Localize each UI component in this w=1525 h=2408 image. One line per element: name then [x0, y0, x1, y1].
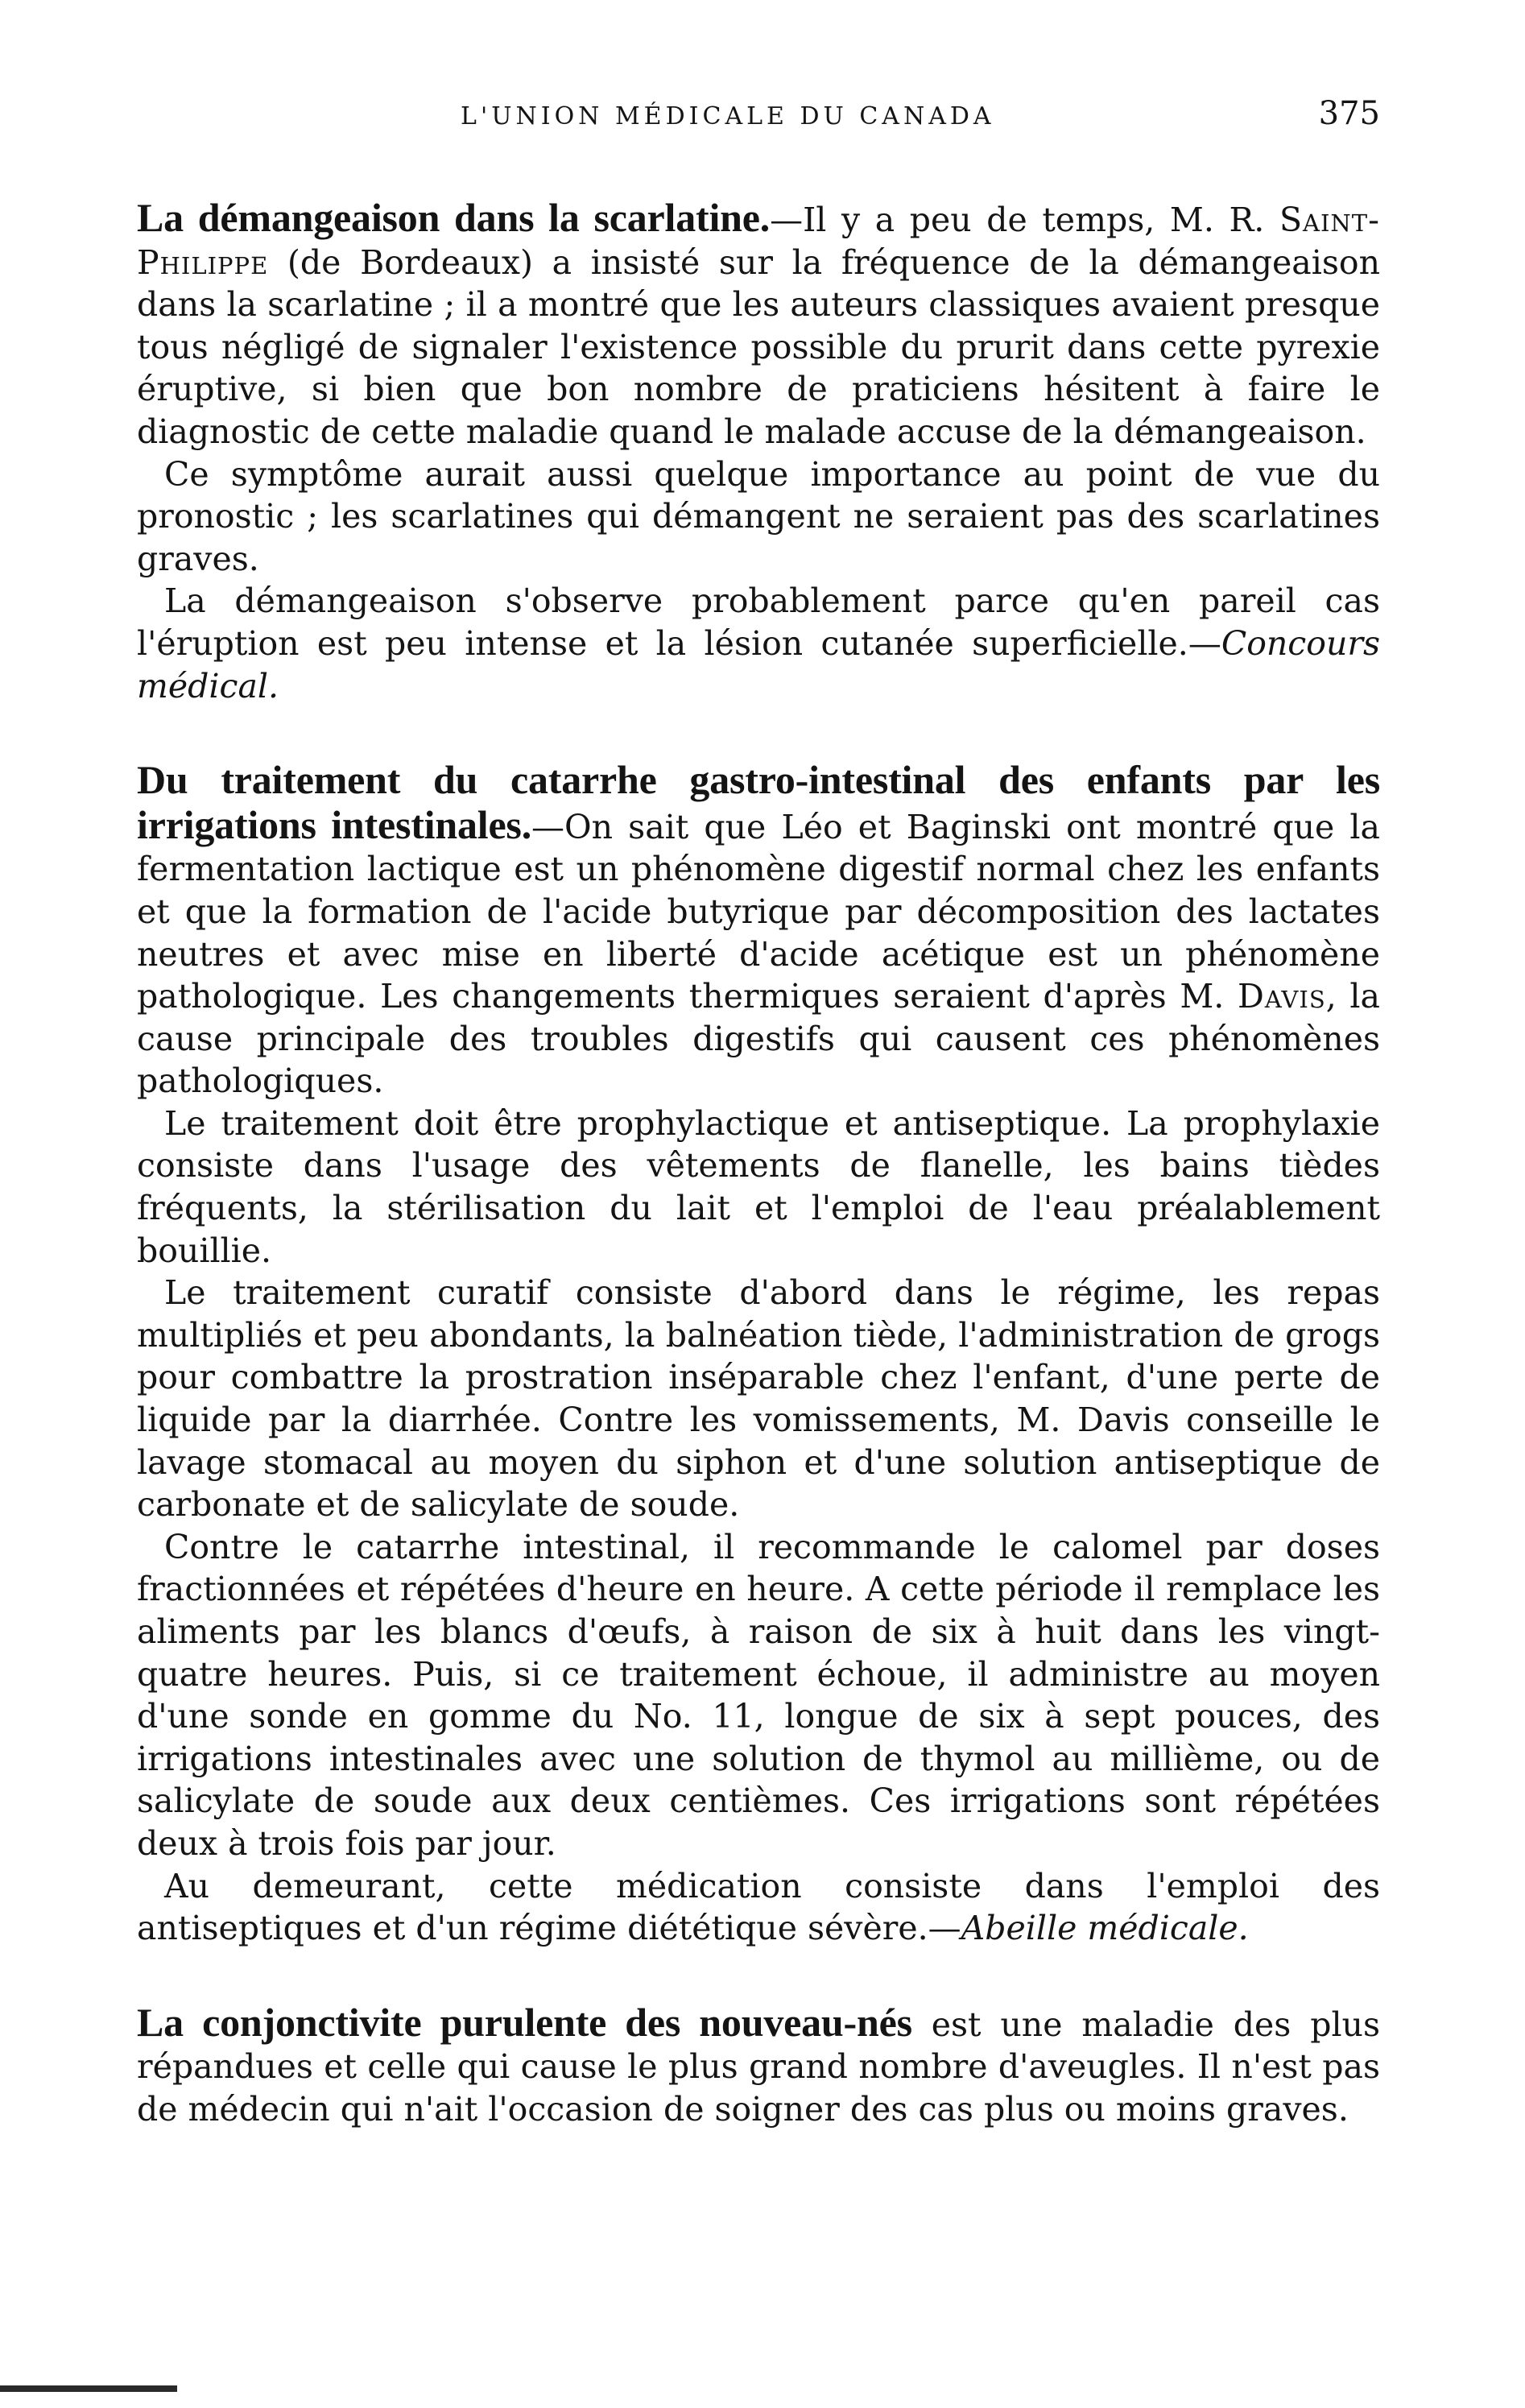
article-scarlatine: [137, 197, 1380, 707]
article-title: La conjonctivite purulente des nouveau-nés: [137, 1999, 912, 2045]
article-paragraph: [137, 580, 1380, 707]
article-paragraph: Contre le catarrhe intestinal, il recommande le calomel par doses fractionnées et répétées d'heure en heure. A cette période il remplace les aliments par les blancs d'œufs, à raison de six à huit dans les vingt-quatre heures. Puis, si ce traitement échoue, il administre au moyen d'une sonde en gomme du No. 11, longue de six à sept pouces, des irrigations intestinales avec une solution de thymol au millième, ou de salicylate de soude aux deux centièmes. Ces irrigations sont répétées deux à trois fois par jour.: [137, 1527, 1380, 1863]
article-paragraph: [137, 1865, 1380, 1950]
journal-title: L'UNION MÉDICALE DU CANADA: [461, 102, 995, 130]
article-paragraph: Ce symptôme aurait aussi quelque importance au point de vue du pronostic ; les scarlatines qui démangent ne seraient pas des scarlatines graves.: [137, 454, 1380, 578]
source-citation: Concours médical.: [137, 623, 1380, 705]
paragraph-text: —Il y a peu de temps, M. R.: [770, 201, 1279, 239]
author-name: Saint-Philippe: [137, 201, 1380, 282]
article-paragraph: Le traitement doit être prophylactique et antiseptique. La prophylaxie consiste dans l'usage des vêtements de flanelle, les bains tièdes fréquents, la stérilisation du lait et l'emploi de l'eau préalablement bouillie.: [137, 1103, 1380, 1270]
article-catarrhe: [137, 759, 1380, 1950]
article-paragraph: [137, 759, 1380, 1103]
article-title: La démangeaison dans la scarlatine.: [137, 195, 771, 240]
paragraph-text: Au demeurant, cette médication consiste dans l'emploi des antiseptiques et d'un régime diététique sévère.—: [137, 1866, 1380, 1948]
paragraph-text: , la cause principale des troubles digestifs qui causent ces phénomènes pathologiques.: [137, 977, 1380, 1101]
paragraph-text: La démangeaison s'observe probablement parce qu'en pareil cas l'éruption est peu intense et la lésion cutanée superficielle.—: [137, 581, 1380, 663]
paragraph-text: est une maladie des plus répandues et celle qui cause le plus grand nombre d'aveugles. Il n'est pas de médecin qui n'ait l'occasion de soigner des cas plus ou moins graves.: [137, 2005, 1380, 2129]
article-title: Du traitement du catarrhe gastro-intestinal des enfants par les irrigations intestinales.: [137, 757, 1380, 847]
paragraph-text: (de Bordeaux) a insisté sur la fréquence de la démangeaison dans la scarlatine ; il a montré que les auteurs classiques avaient presque tous négligé de signaler l'existence possible du prurit dans cette pyrexie éruptive, si bien que bon nombre de praticiens hésitent à faire le diagnostic de cette maladie quand le malade accuse de la démangeaison.: [137, 242, 1380, 451]
page-number: 375: [1318, 95, 1380, 132]
paragraph-text: —On sait que Léo et Baginski ont montré que la fermentation lactique est un phénomène digestif normal chez les enfants et que la formation de l'acide butyrique par décomposition des lactates neutres et avec mise en liberté d'acide acétique est un phénomène pathologique. Les changements thermiques seraient d'après M.: [137, 807, 1380, 1016]
author-name: Davis: [1238, 977, 1326, 1016]
article-conjonctivite: [137, 2001, 1380, 2131]
source-citation: Abeille médicale.: [961, 1909, 1249, 1948]
page-edge-mark: [0, 2385, 177, 2392]
article-paragraph: [137, 2001, 1380, 2131]
running-header: [137, 95, 1380, 147]
article-paragraph: Le traitement curatif consiste d'abord dans le régime, les repas multipliés et peu abondants, la balnéation tiède, l'administration de grogs pour combattre la prostration inséparable chez l'enfant, d'une perte de liquide par la diarrhée. Contre les vomissements, M. Davis conseille le lavage stomacal au moyen du siphon et d'une solution antiseptique de carbonate et de salicylate de soude.: [137, 1273, 1380, 1525]
article-paragraph: [137, 197, 1380, 453]
